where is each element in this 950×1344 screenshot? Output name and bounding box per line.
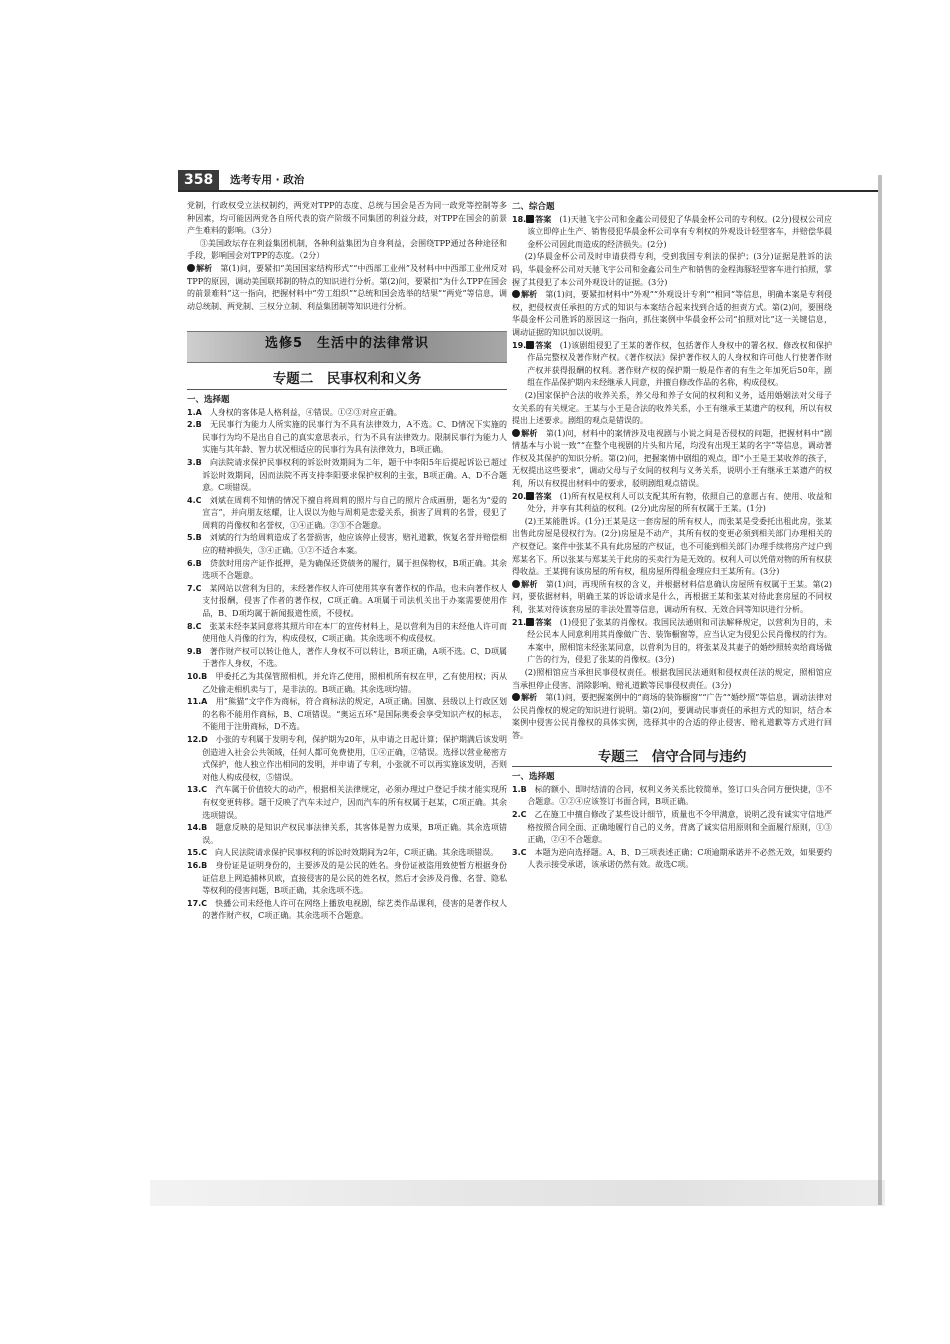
page-header	[178, 170, 878, 192]
item-text: 著作财产权可以转让他人，著作人身权不可以转让，B项正确，A项不选。C、D项属于著作人身权，不选。	[202, 646, 507, 669]
right-column	[512, 200, 832, 872]
answer-list	[512, 784, 832, 872]
item-text: 刘斌的行为给周莉造成了名誉损害，他应该停止侵害，赔礼道歉，恢复名誉并赔偿相应的精神损失，③④正确。①②不适合本案。	[202, 533, 508, 556]
answer-item	[187, 696, 507, 734]
item-number: 13.C	[187, 785, 208, 795]
item-text: 向法院请求保护民事权利的诉讼时效期间为二年，题干中李阳5年后提起诉讼已超过诉讼时效期间，因而法院不再支持李阳要求保护权利的主张，B项正确。A、D不合题意。C项错误。	[202, 457, 508, 493]
question-19	[512, 340, 832, 491]
question-18	[512, 214, 832, 340]
question-number: 19.	[512, 340, 527, 350]
binding-edge	[878, 175, 882, 1205]
answer-item	[187, 822, 507, 847]
explanation-icon	[512, 429, 520, 437]
answer-text: (1)侵犯了张某的肖像权。我国民法通则和司法解释规定，以营利为目的，未经公民本人同意利用其肖像做广告、装饰橱窗等，应当认定为侵犯公民肖像权的行为。本案中，照相馆未经张某同意，以营利为目的，将张某及其妻子的婚纱照转卖给商场做广告的行为，侵犯了张某的肖像权。(3分)	[527, 617, 833, 665]
item-number: 14.B	[187, 823, 208, 833]
answer-text: (1)所有权是权利人可以支配其所有物，依照自己的意愿占有、使用、收益和处分，并享有其利益的权利。(2分)此房屋的所有权属于王某。(1分)	[527, 491, 833, 514]
answer-icon	[526, 215, 534, 223]
page-number: 358	[178, 170, 219, 190]
item-number: 12.D	[187, 734, 208, 744]
explanation-icon	[512, 290, 520, 298]
section-title: 一、选择题	[187, 394, 230, 405]
answer-item	[187, 419, 507, 457]
question-number: 18.	[512, 214, 527, 224]
item-number: 15.C	[187, 848, 208, 858]
answer-item	[512, 809, 832, 847]
section-title: 二、综合题	[512, 202, 555, 212]
item-text: 本题为逆向选择题。A、B、D三项表述正确；C项逾期承诺并不必然无效，如果要约人表示接受承诺，该承诺仍然有效。故选C项。	[527, 847, 832, 870]
item-text: 标的额小、即时结清的合同，权利义务关系比较简单，签订口头合同方便快捷，③不合题意。①②④应该签订书面合同，B项正确。	[527, 784, 833, 807]
explanation-icon	[187, 264, 195, 272]
header-title: 选考专用 · 政治	[230, 174, 305, 186]
answer-icon	[526, 492, 534, 500]
explanation-text: 第(1)问，再现所有权的含义，并根据材料信息确认房屋所有权属于王某。第(2)问，要依据材料，明确王某的诉讼请求是什么，再根据王某和张某对待此套房屋的不同权利，张某对待该套房屋的非法处置等信息，调动所有权、无效合同等知识进行分析。	[512, 579, 833, 614]
item-text: 快播公司未经他人许可在网络上播放电视剧，综艺类作品课利，侵害的是著作权人的著作财产权，C项正确。其余选项不合题意。	[202, 898, 508, 921]
question-21	[512, 617, 832, 743]
topic-title: 专题三 信守合同与违约	[512, 751, 832, 768]
explanation-label: 解析	[521, 693, 538, 703]
paragraph: ③美国政坛存在利益集团机制，各种利益集团为自身利益，会围绕TPP通过各种途径和手段，影响国会对TPP的态度。（2分）	[187, 238, 507, 261]
item-number: 4.C	[187, 495, 202, 505]
item-number: 17.C	[187, 898, 208, 908]
answer-item	[512, 784, 832, 809]
answer-item	[187, 860, 507, 898]
item-number: 10.B	[187, 672, 208, 681]
item-text: 某网站以营利为目的，未经著作权人许可使用其享有著作权的作品，也未向著作权人支付报酬，侵害了作者的著作权，C项正确。A项属于司法机关出于办案需要使用作品，B、D项均属于新闻报道性质，不侵权。	[202, 583, 508, 619]
item-number: 9.B	[187, 646, 202, 656]
item-text: 张某未经李某同意将其照片印在本厂的宣传材料上，是以营利为目的未经他人许可而使用他人肖像的行为，构成侵权，C项正确。其余选项不构成侵权。	[202, 621, 508, 644]
item-text: 汽车属于价值较大的动产，根据相关法律规定，必须办理过户登记手续才能实现所有权变更转移。题干反映了汽车未过户，因而汽车的所有权属于赵某，C项正确。其余选项错误。	[202, 785, 508, 820]
scan-shadow	[150, 1180, 885, 1206]
module-banner	[187, 331, 507, 363]
explanation-text: 第(1)问，要紧扣“美国国家结构形式”“中西部工业州”及材料中中西部工业州反对TPP的原因，调动美国联邦制的特点的知识进行分析。第(2)问，要紧扣“为什么TPP在国会的前景难料”这一指向，把握材料中“劳工组织”“总统和国会选举的结果”“两党”等信息，调动总统制、两党制、三权分立制、利益集团制等知识进行分析。	[187, 263, 508, 311]
item-number: 3.C	[512, 847, 527, 857]
explanation-text: 第(1)问，材料中的案情涉及电视剧与小说之间是否侵权的问题，把握材料中“剧情基本与小说一致”“在整个电视剧的片头和片尾，均没有出现王某的名字”等信息，调动著作权及其保护的知识分析。第(2)问，把握案情中剧组的观点，即“小王是王某收养的孩子，无权提出这些要求”，调动父母与子女间的权利与义务关系，说明小王有继承王某遗产的权利，所以有权提出材料中的要求，驳明剧组观点错误。	[512, 428, 833, 489]
item-number: 7.C	[187, 583, 202, 593]
answer-item	[187, 495, 507, 533]
section-title: 一、选择题	[512, 772, 555, 783]
answer-icon	[526, 341, 534, 349]
explanation-icon	[512, 580, 520, 588]
item-number: 1.B	[512, 784, 527, 794]
item-number: 5.B	[187, 533, 202, 543]
answer-item	[187, 583, 507, 621]
item-text: 贷款时用房产证作抵押，是为确保还贷债务的履行，属于担保物权，B项正确。其余选项不合题意。	[202, 558, 507, 581]
item-text: 乙在施工中擅自修改了某些设计细节，质量也不令甲满意，说明乙没有诚实守信地严格按照合同全面、正确地履行自己的义务，背离了诚实信用原则和全面履行原则，①③正确，②④不合题意。	[527, 809, 833, 845]
answer-label: 答案	[535, 214, 552, 224]
item-text: 人身权的客体是人格利益，④错误。①②③对应正确。	[209, 407, 402, 417]
answer-text: (2)华晨金杯公司及时申请获得专利，受到我国专利法的保护；(3分)证据是胜诉的法码，华晨金杯公司对天驰飞宇公司和金鑫公司生产和销售的金程海豚轻型客车进行拍照，掌握了其侵犯了本公司外观设计的证据。(3分)	[512, 252, 832, 287]
explanation-text: 第(1)问，要紧扣材料中“外观”“外观设计专利”“相同”等信息，明确本案是专利侵权，把侵权责任承担的方式的知识与本案结合起来找到合适的担责方式。第(2)问，要围绕华晨金杯公司胜诉的原因这一指向，抓住案例中华晨金杯公司“拍照对比”这一关键信息，调动证据的知识加以说明。	[512, 290, 833, 337]
answer-item	[187, 646, 507, 671]
answer-text: (1)该剧组侵犯了王某的著作权，包括著作人身权中的署名权、修改权和保护作品完整权及著作财产权。《著作权法》保护著作权人的人身权和许可他人行使著作财产权并获得报酬的权利。著作财产权的保护期一般是作者的有生之年加死后50年，剧组在作品保护期内未经继承人同意，并擅自修改作品的名称，构成侵权。	[527, 340, 833, 388]
item-text: 身份证是证明身份的，主要涉及的是公民的姓名。身份证被盗用致使暂方根据身份证信息上网追捕林贝欧，直接侵害的是公民的姓名权，然后才会涉及肖像、名誉、隐私等权利的侵害问题，B项正确，其余选项不选。	[202, 860, 507, 896]
item-text: 向人民法院请求保护民事权利的诉讼时效期间为2年，C项正确。其余选项错误。	[215, 848, 499, 858]
topic-title: 专题二 民事权利和义务	[187, 373, 507, 390]
item-text: 用“熊猫”文字作为商标，符合商标法的规定，A项正确。国旗、县级以上行政区划的名称不能用作商标，B、C项错误。“奥运五环”是国际奥委会享受知识产权的标志，不能用于注册商标，D不选。	[202, 697, 507, 732]
answer-icon	[526, 618, 534, 626]
explanation-label: 解析	[196, 263, 213, 273]
explanation-text: 第(1)问，要把握案例中的“商场的装饰橱窗”“广告”“婚纱照”等信息，调动法律对公民肖像权的规定的知识进行说明。第(2)问，要调动民事责任的承担方式的知识，结合本案例中侵害公民肖像权的具体实例，选择其中的合适的停止侵害、赔礼道歉等方式进行回答。	[512, 693, 833, 740]
item-text: 甲委托乙为其保管照相机，并允许乙使用，照相机所有权在甲，乙有使用权；丙从乙处偷走相机卖与丁，是非法的。B项正确。其余选项均错。	[202, 672, 507, 694]
module-title: 选修5 生活中的法律常识	[264, 336, 430, 352]
answer-label: 答案	[535, 617, 552, 627]
explanation	[187, 263, 507, 313]
answer-item	[187, 457, 507, 495]
question-20	[512, 491, 832, 617]
item-number: 1.A	[187, 407, 202, 417]
answer-item	[187, 407, 507, 420]
item-number: 6.B	[187, 558, 202, 568]
answer-item	[187, 621, 507, 646]
item-number: 8.C	[187, 621, 202, 631]
item-number: 2.B	[187, 420, 202, 430]
item-text: 小张的专利属于发明专利，保护期为20年，从申请之日起计算；保护期满后该发明创造进入社会公共领域，任何人都可免费使用，①④正确，②错误。选择以营业秘密方式保护，他人独立作出相同的发明，并申请了专利，小张就不可以再实施该发明，否则对他人构成侵权，⑤错误。	[202, 734, 507, 782]
item-text: 题意反映的是知识产权民事法律关系，其客体是智力成果，B项正确。其余选项错误。	[202, 823, 507, 845]
explanation-label: 解析	[521, 428, 538, 438]
answer-item	[187, 734, 507, 784]
question-number: 20.	[512, 491, 527, 501]
item-number: 16.B	[187, 860, 208, 870]
explanation-label: 解析	[521, 290, 538, 300]
item-number: 11.A	[187, 697, 208, 707]
answer-label: 答案	[535, 491, 552, 501]
answer-item	[187, 558, 507, 583]
item-text: 刘斌在周莉不知情的情况下擅自将周莉的照片与自己的照片合成画册，题名为“爱的宣言”，并向朋友炫耀，让人误以为他与周莉是恋爱关系，损害了周莉的名誉，侵犯了周莉的肖像权和名誉权，①④正确。②③不合题意。	[202, 495, 508, 530]
item-text: 无民事行为能力人所实施的民事行为不具有法律效力，A不选。C、D情况下实施的民事行为均不是出自自己的真实意思表示，行为不具有法律效力。限制民事行为能力人实施与其年龄、智力状况相适应的民事行为具有法律效力，B项正确。	[202, 420, 508, 455]
left-column	[187, 200, 507, 923]
question-number: 21.	[512, 617, 527, 627]
answer-item	[187, 784, 507, 822]
explanation-label: 解析	[521, 579, 538, 589]
paragraph: 党制，行政权受立法权制约，两党对TPP的态度、总统与国会是否为同一政党等控制等多种因素，均可能因两党各自所代表的资产阶级不同集团的利益分歧，对TPP在国会的前景产生难料的影响。（3分）	[187, 201, 507, 236]
answer-list	[187, 407, 507, 923]
answer-text: (1)天驰飞宇公司和金鑫公司侵犯了华晨金杯公司的专利权。(2分)侵权公司应该立即停止生产、销售侵犯华晨金杯公司享有专利权的外观设计轻型客车，并赔偿华晨金杯公司因此而造成的经济损失。(2分)	[527, 214, 833, 249]
item-number: 3.B	[187, 457, 202, 467]
answer-item	[187, 847, 507, 860]
answer-item	[187, 532, 507, 557]
answer-text: (2)国家保护合法的收养关系，养父母和养子女间的权利和义务，适用婚姻法对父母子女关系的有关规定。王某与小王是合法的收养关系，小王有继承王某遗产的权利，所以有权提出上述要求。剧组的观点是错误的。	[512, 390, 832, 426]
explanation-icon	[512, 693, 520, 701]
answer-label: 答案	[535, 340, 552, 350]
answer-text: (2)照相馆应当承担民事侵权责任。根据我国民法通则和侵权责任法的规定，照相馆应当承担停止侵害、消除影响、赔礼道歉等民事侵权责任。(3分)	[512, 667, 832, 690]
answer-item	[187, 671, 507, 696]
answer-item	[187, 898, 507, 923]
answer-text: (2)王某能胜诉。(1分)王某是这一套房屋的所有权人，而张某是受委托出租此房，张某出售此房屋是侵权行为。(2分)房屋是不动产，其所有权的变更必须到相关部门办理相关的产权登记。案件中张某不具有此房屋的产权证，也不可能到相关部门办理手续将房产过户到郑某名下。所以张某与郑某关于此房的买卖行为是无效的。权利人可以凭借对物的所有权获得收益。王某拥有该房屋的所有权，租房屋所得租金理应归王某所有。(3分)	[512, 516, 832, 577]
answer-item	[512, 847, 832, 872]
item-number: 2.C	[512, 809, 527, 819]
